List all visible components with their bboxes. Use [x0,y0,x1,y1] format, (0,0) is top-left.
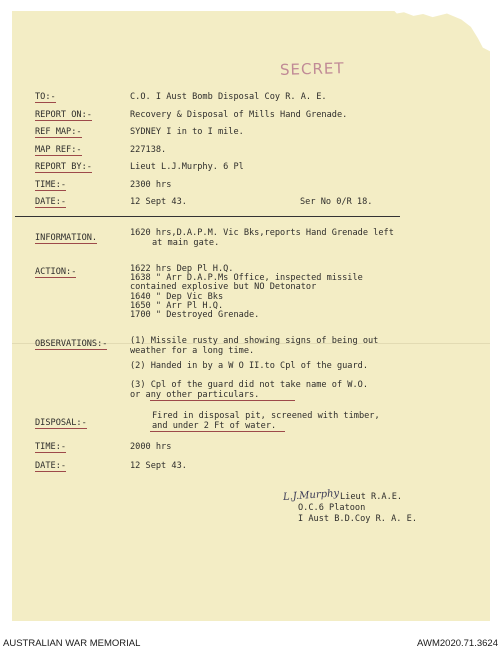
information-line-2: at main gate. [152,238,220,248]
date-value: 12 Sept 43. [130,197,187,207]
observation-line: weather for a long time. [130,346,255,356]
time-label: TIME:- [35,180,67,190]
disposal-line-1: Fired in disposal pit, screened with timber, [152,411,380,421]
handwritten-signature: L.J.Murphy [282,488,340,503]
ref-map-label: REF MAP:- [35,127,82,137]
observations-label: OBSERVATIONS:- [35,339,108,349]
signature-unit: I Aust B.D.Coy R. A. E. [298,514,417,524]
observation-line: or any other particulars. [130,390,260,400]
secret-stamp: SECRET [279,59,345,79]
closing-date-value: 12 Sept 43. [130,461,187,471]
footer-accession-number: AWM2020.71.3624 [417,638,498,649]
signature-post: O.C.6 Platoon [298,503,366,513]
map-ref-label: MAP REF:- [35,145,82,155]
to-label: TO:- [35,92,56,102]
footer-institution: AUSTRALIAN WAR MEMORIAL [3,638,141,649]
ser-no: Ser No 0/R 18. [300,197,373,207]
information-line-1: 1620 hrs,D.A.P.M. Vic Bks,reports Hand Grenade left [130,228,394,238]
action-entry: 1640 " Dep Vic Bks [130,292,224,302]
information-label: INFORMATION. [35,233,98,243]
disposal-underline [150,431,285,432]
action-entry: contained explosive but NO Detonator [130,282,317,292]
observation-line: (1) Missile rusty and showing signs of being out [130,336,379,346]
section-divider [15,216,400,217]
closing-time-value: 2000 hrs [130,442,172,452]
observation-line: (3) Cpl of the guard did not take name of W.O. [130,380,368,390]
to-value: C.O. I Aust Bomb Disposal Coy R. A. E. [130,92,327,102]
action-entry: 1622 hrs Dep Pl H.Q. [130,264,234,274]
date-label: DATE:- [35,197,67,207]
report-on-label: REPORT ON:- [35,110,92,120]
signature-rank: Lieut R.A.E. [340,492,403,502]
action-entry: 1638 " Arr D.A.P.Ms Office, inspected missile [130,273,363,283]
time-value: 2300 hrs [130,180,172,190]
report-on-value: Recovery & Disposal of Mills Hand Grenade. [130,110,348,120]
map-ref-value: 227138. [130,145,167,155]
disposal-label: DISPOSAL:- [35,418,87,428]
observation-underline [150,400,295,401]
report-by-label: REPORT BY:- [35,162,92,172]
closing-date-label: DATE:- [35,461,67,471]
report-by-value: Lieut L.J.Murphy. 6 Pl [130,162,244,172]
closing-time-label: TIME:- [35,442,67,452]
action-entry: 1700 " Destroyed Grenade. [130,310,260,320]
action-label: ACTION:- [35,267,77,277]
observation-line: (2) Handed in by a W O II.to Cpl of the guard. [130,361,368,371]
action-entry: 1650 " Arr Pl H.Q. [130,301,224,311]
ref-map-value: SYDNEY I in to I mile. [130,127,244,137]
disposal-line-2: and under 2 Ft of water. [152,421,277,431]
